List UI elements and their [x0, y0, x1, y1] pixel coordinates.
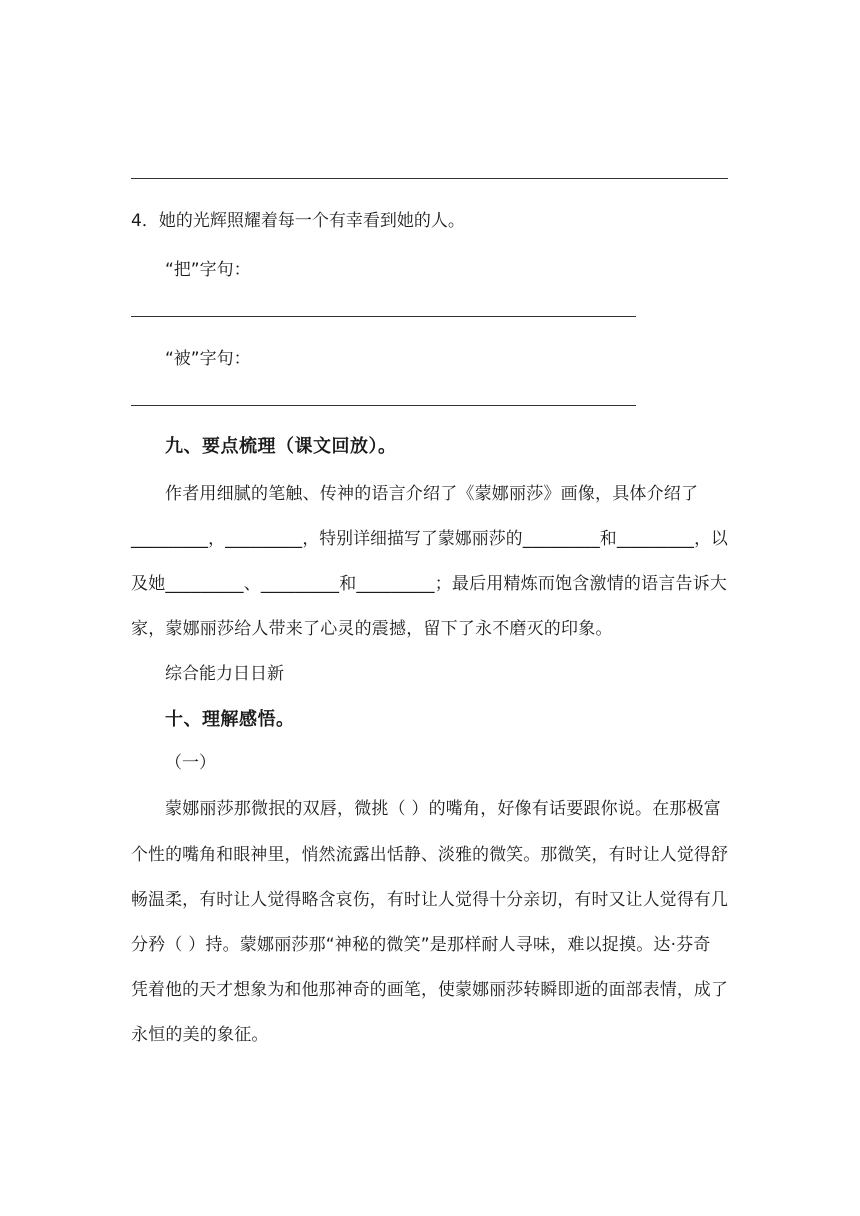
- ba-answer-line: [131, 316, 636, 317]
- section-10-sub: （一）: [165, 753, 216, 773]
- section-10-line-3: 畅温柔，有时让人觉得略含哀伤，有时让人觉得十分亲切，有时又让人觉得有几: [131, 890, 728, 910]
- section-9-line-1: 作者用细腻的笔触、传神的语言介绍了《蒙娜丽莎》画像，具体介绍了: [165, 484, 699, 504]
- answer-line: [131, 178, 728, 179]
- section-title: 综合能力日日新: [165, 664, 284, 684]
- section-10-line-6: 永恒的美的象征。: [131, 1025, 269, 1045]
- bei-answer-line: [131, 405, 636, 406]
- section-9-heading: 九、要点梳理（课文回放）。: [165, 436, 397, 457]
- section-10-line-5: 凭着他的天才想象为和他那神奇的画笔，使蒙娜丽莎转瞬即逝的面部表情，成了: [131, 980, 728, 1000]
- section-9-line-2: _________，_________，特别详细描写了蒙娜丽莎的_________和_________，以: [131, 529, 728, 549]
- question-4-sentence: 4．她的光辉照耀着每一个有幸看到她的人。: [131, 211, 465, 231]
- section-10-line-4: 分矜（ ）持。蒙娜丽莎那“神秘的微笑”是那样耐人寻味，难以捉摸。达·芬奇: [131, 935, 711, 955]
- ba-sentence-label: “把”字句：: [165, 260, 251, 280]
- section-9-line-3: 及她_________、_________和_________；最后用精炼而饱含激情的语言告诉大: [131, 574, 728, 594]
- section-10-heading: 十、理解感悟。: [165, 709, 295, 730]
- section-10-line-2: 个性的嘴角和眼神里，悄然流露出恬静、淡雅的微笑。那微笑，有时让人觉得舒: [131, 845, 728, 865]
- section-10-line-1: 蒙娜丽莎那微抿的双唇，微挑（ ）的嘴角，好像有话要跟你说。在那极富: [165, 799, 722, 819]
- bei-sentence-label: “被”字句：: [165, 349, 251, 369]
- section-9-line-4: 家，蒙娜丽莎给人带来了心灵的震撼，留下了永不磨灭的印象。: [131, 619, 613, 639]
